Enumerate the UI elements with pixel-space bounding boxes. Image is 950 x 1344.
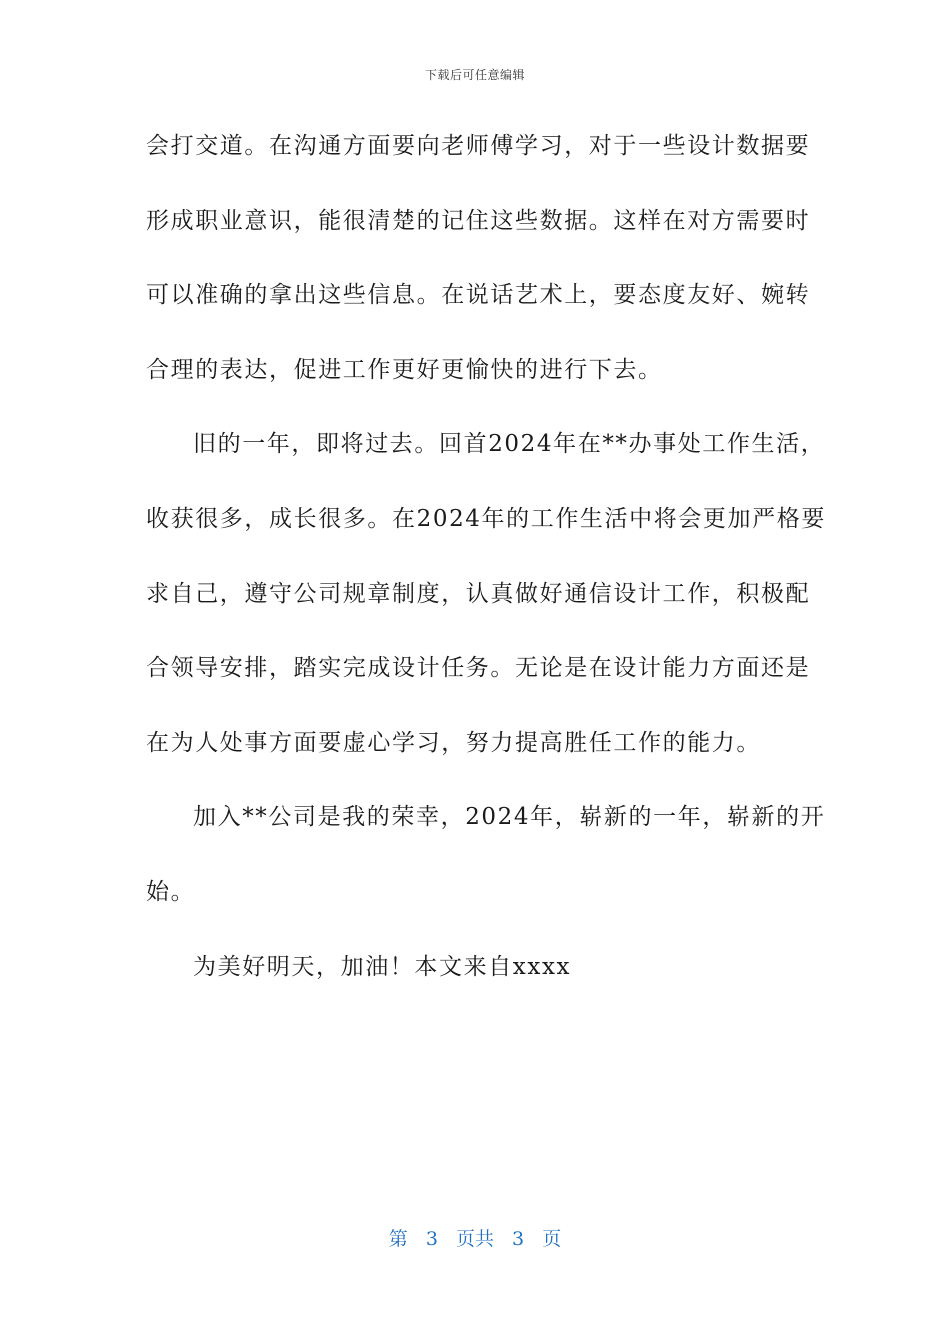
text-line: 合理的表达，促进工作更好更愉快的进行下去。: [146, 356, 663, 383]
text-line: 可以准确的拿出这些信息。在说话艺术上，要态度友好、婉转: [146, 282, 811, 309]
text-line: 加入**公司是我的荣幸，2024年，崭新的一年，崭新的开: [193, 804, 826, 831]
total-page-count: 3: [512, 1228, 525, 1250]
document-body: [146, 120, 826, 1015]
page-number-prefix: 第: [388, 1228, 408, 1250]
page-number-suffix: 页: [542, 1228, 562, 1250]
text-line: 合领导安排，踏实完成设计任务。无论是在设计能力方面还是: [146, 655, 811, 682]
text-line: 旧的一年，即将过去。回首2024年在**办事处工作生活，: [193, 431, 826, 458]
page-number-middle: 页共: [455, 1228, 494, 1250]
page-footer: [0, 1224, 950, 1251]
text-line: 收获很多，成长很多。在2024年的工作生活中将会更加严格要: [146, 505, 826, 532]
text-line: 形成职业意识，能很清楚的记住这些数据。这样在对方需要时: [146, 207, 811, 234]
text-line: 为美好明天，加油！本文来自xxxx: [193, 953, 572, 980]
page-header: 下载后可任意编辑: [424, 68, 525, 82]
current-page-number: 3: [425, 1228, 438, 1250]
text-line: 始。: [146, 878, 196, 905]
text-line: 会打交道。在沟通方面要向老师傅学习，对于一些设计数据要: [146, 133, 811, 159]
text-line: 在为人处事方面要虚心学习，努力提高胜任工作的能力。: [146, 729, 761, 756]
text-line: 求自己，遵守公司规章制度，认真做好通信设计工作，积极配: [146, 580, 811, 607]
